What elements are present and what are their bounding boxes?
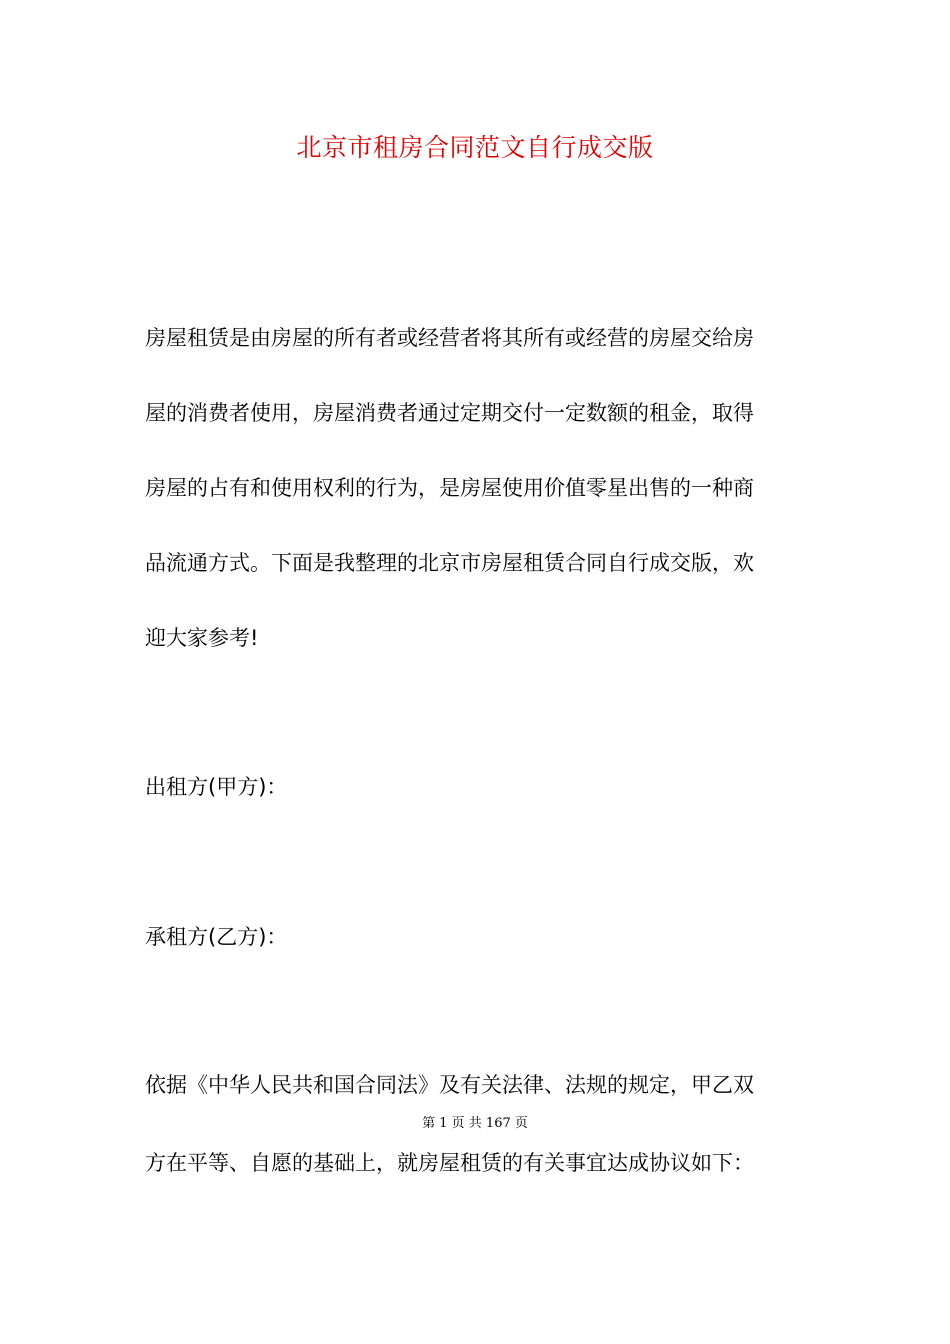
intro-line-4: 品流通方式。下面是我整理的北京市房屋租赁合同自行成交版，欢 — [145, 551, 754, 575]
lessor-label: 出租方(甲方)： — [145, 775, 288, 799]
intro-line-5: 迎大家参考! — [145, 626, 259, 650]
intro-line-3: 房屋的占有和使用权利的行为，是房屋使用价值零星出售的一种商 — [145, 476, 754, 500]
basis-line-1: 依据《中华人民共和国合同法》及有关法律、法规的规定，甲乙双 — [145, 1073, 754, 1097]
lessee-label: 承租方(乙方)： — [145, 925, 288, 949]
page-title: 北京市租房合同范文自行成交版 — [296, 133, 654, 162]
basis-line-2: 方在平等、自愿的基础上，就房屋租赁的有关事宜达成协议如下： — [145, 1151, 754, 1175]
intro-line-2: 屋的消费者使用，房屋消费者通过定期交付一定数额的租金，取得 — [145, 401, 754, 425]
page-footer: 第 1 页 共 167 页 — [422, 1116, 528, 1131]
intro-line-1: 房屋租赁是由房屋的所有者或经营者将其所有或经营的房屋交给房 — [145, 326, 754, 350]
